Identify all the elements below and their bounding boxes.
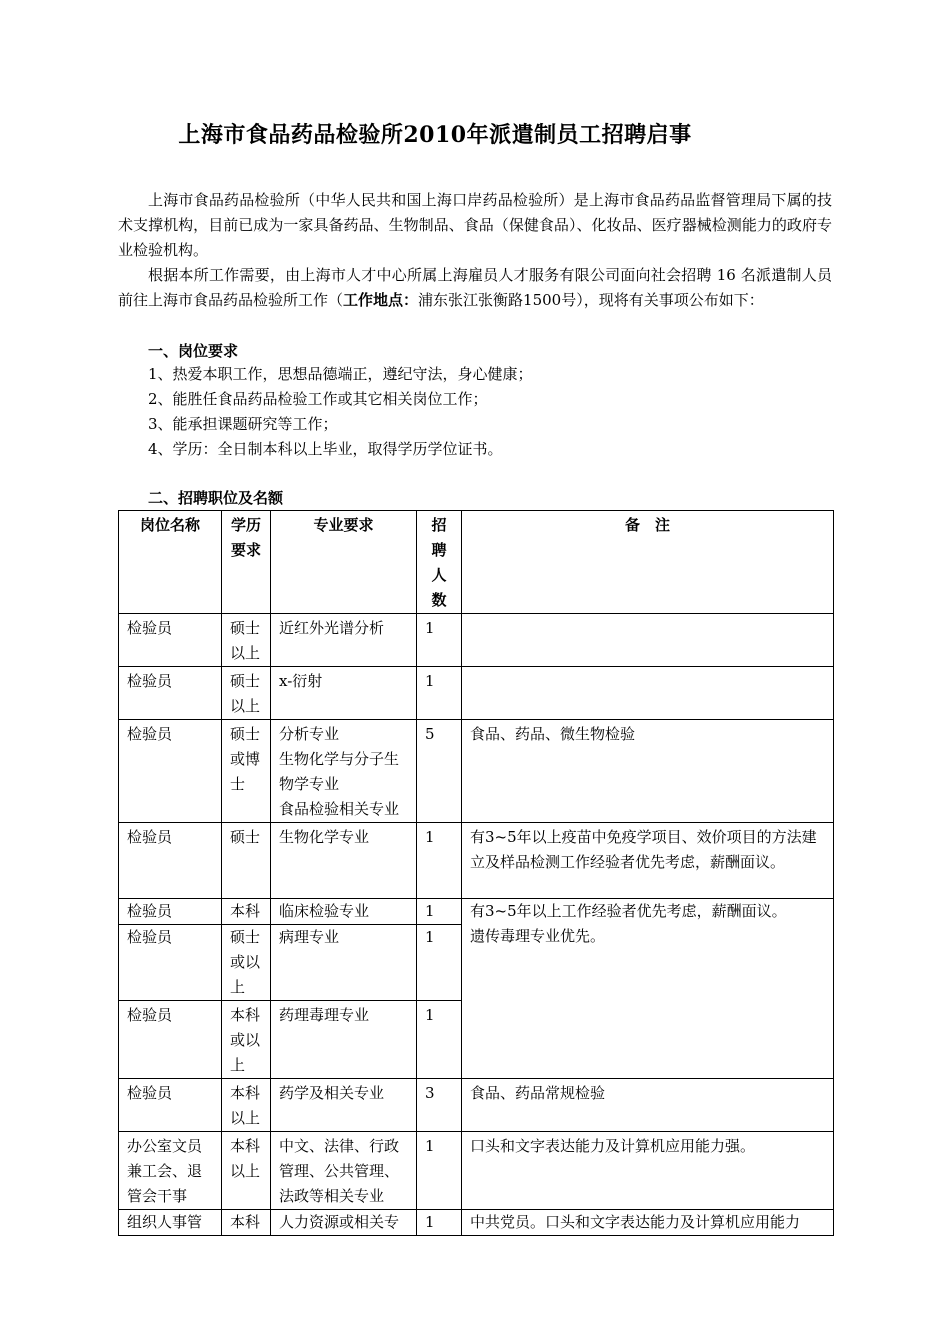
requirement-item: 2、能胜任食品药品检验工作或其它相关岗位工作；: [148, 390, 488, 408]
table-row: [119, 1132, 834, 1210]
section-heading-positions: 二、招聘职位及名额: [148, 489, 284, 507]
cell-major: 药学及相关专业: [271, 1079, 417, 1132]
document-title: 上海市食品药品检验所2010年派遣制员工招聘启事: [178, 122, 692, 148]
cell-position: 检验员: [119, 614, 222, 667]
cell-count: 1: [417, 1001, 462, 1079]
cell-count: 1: [417, 899, 462, 925]
cell-major: 近红外光谱分析: [271, 614, 417, 667]
requirement-item: 4、学历：全日制本科以上毕业，取得学历学位证书。: [148, 440, 503, 458]
intro-p2-pre: 根据本所工作需要，由上海市人才中心所属上海雇员人才服务有限公司面向社会招聘 16 名派遣制人员前往上海市食品药品检验所工作（: [118, 266, 832, 309]
cell-count: 1: [417, 667, 462, 720]
cell-education: 本科: [222, 899, 271, 925]
positions-table: [118, 510, 834, 1236]
cell-position: 检验员: [119, 899, 222, 925]
cell-remarks: [462, 667, 834, 720]
cell-education: 本科以上: [222, 1079, 271, 1132]
cell-count: 1: [417, 925, 462, 1001]
cell-position: 组织人事管: [119, 1210, 222, 1236]
cell-education: 硕士以上: [222, 667, 271, 720]
cell-major: 中文、法律、行政管理、公共管理、法政等相关专业: [271, 1132, 417, 1210]
requirement-item: 1、热爱本职工作，思想品德端正，遵纪守法，身心健康；: [148, 365, 533, 383]
cell-count: 1: [417, 823, 462, 899]
cell-position: 检验员: [119, 667, 222, 720]
table-row: [119, 1210, 834, 1236]
cell-position: 检验员: [119, 1001, 222, 1079]
header-count: 招聘人数: [417, 511, 462, 614]
cell-education: 硕士: [222, 823, 271, 899]
cell-remarks: 有3~5年以上疫苗中免疫学项目、效价项目的方法建立及样品检测工作经验者优先考虑，薪酬面议。: [462, 823, 834, 899]
cell-remarks: 中共党员。口头和文字表达能力及计算机应用能力: [462, 1210, 834, 1236]
cell-remarks: 口头和文字表达能力及计算机应用能力强。: [462, 1132, 834, 1210]
table-row: [119, 823, 834, 899]
cell-count: 1: [417, 1132, 462, 1210]
cell-count: 1: [417, 1210, 462, 1236]
cell-count: 5: [417, 720, 462, 823]
cell-major: 临床检验专业: [271, 899, 417, 925]
cell-education: 硕士或博士: [222, 720, 271, 823]
header-education: 学历要求: [222, 511, 271, 614]
header-remarks: 备 注: [462, 511, 834, 614]
table-header-row: [119, 511, 834, 614]
cell-remarks: 食品、药品常规检验: [462, 1079, 834, 1132]
cell-education: 本科以上: [222, 1132, 271, 1210]
cell-major: x-衍射: [271, 667, 417, 720]
table-row: [119, 1079, 834, 1132]
cell-major: 药理毒理专业: [271, 1001, 417, 1079]
table-row: [119, 720, 834, 823]
cell-position: 检验员: [119, 925, 222, 1001]
cell-remarks: 食品、药品、微生物检验: [462, 720, 834, 823]
cell-remarks: 有3~5年以上工作经验者优先考虑，薪酬面议。 遗传毒理专业优先。: [462, 899, 834, 1079]
intro-p2-bold: 工作地点：: [343, 291, 419, 309]
cell-education: 硕士以上: [222, 614, 271, 667]
requirements-list: [148, 362, 533, 462]
cell-education: 本科: [222, 1210, 271, 1236]
cell-major: 病理专业: [271, 925, 417, 1001]
intro-paragraph-1: 上海市食品药品检验所（中华人民共和国上海口岸药品检验所）是上海市食品药品监督管理局下属的技术支撑机构，目前已成为一家具备药品、生物制品、食品（保健食品）、化妆品、医疗器械检测能力的政府专业检验机构。: [118, 191, 832, 259]
cell-position: 检验员: [119, 823, 222, 899]
intro-paragraph-2: [118, 263, 832, 313]
cell-major: 分析专业 生物化学与分子生物学专业 食品检验相关专业: [271, 720, 417, 823]
table-row: [119, 614, 834, 667]
cell-remarks: [462, 614, 834, 667]
intro-p2-post: 浦东张江张衡路1500号），现将有关事项公布如下：: [418, 291, 764, 309]
cell-count: 1: [417, 614, 462, 667]
cell-education: 本科或以上: [222, 1001, 271, 1079]
header-position: 岗位名称: [119, 511, 222, 614]
header-major: 专业要求: [271, 511, 417, 614]
cell-position: 检验员: [119, 1079, 222, 1132]
cell-count: 3: [417, 1079, 462, 1132]
cell-major: 生物化学专业: [271, 823, 417, 899]
section-heading-requirements: 一、岗位要求: [148, 342, 239, 360]
table-row: [119, 899, 834, 925]
cell-major: 人力资源或相关专: [271, 1210, 417, 1236]
cell-position: 办公室文员兼工会、退管会干事: [119, 1132, 222, 1210]
cell-education: 硕士或以上: [222, 925, 271, 1001]
cell-position: 检验员: [119, 720, 222, 823]
requirement-item: 3、能承担课题研究等工作；: [148, 415, 338, 433]
table-row: [119, 667, 834, 720]
